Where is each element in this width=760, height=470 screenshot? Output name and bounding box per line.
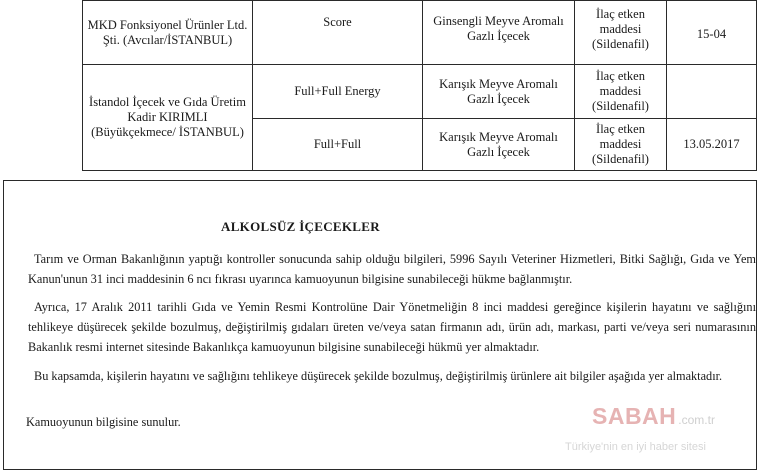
product-cell: Karışık Meyve Aromalı Gazlı İçecek: [423, 119, 575, 171]
notice-paragraph: Kamuoyunun bilgisine sunulur.: [26, 415, 181, 429]
sabah-watermark: [592, 403, 715, 430]
watermark-domain: .com.tr: [678, 413, 715, 427]
company-cell: İstandol İçecek ve Gıda Üretim Kadir KIRIMLI (Büyükçekmece/ İSTANBUL): [83, 65, 253, 171]
product-cell: Ginsengli Meyve Aromalı Gazlı İçecek: [423, 1, 575, 65]
finding-cell: İlaç etken maddesi (Sildenafil): [575, 65, 667, 119]
notice-paragraph: Ayrıca, 17 Aralık 2011 tarihli Gıda ve Yemin Resmi Kontrolüne Dair Yönetmeliğin 8 inci maddesi gereğince kişilerin hayatını ve sağlığını tehlikeye düşürecek şekilde bozulmuş, değiştirilmiş gıdaları üreten ve/veya satan firmanın adı, ürün adı, markası, parti ve/veya seri numarasının Bakanlık resmi internet sitesinde Bakanlıkça kamuoyunun bilgisine sunabileceği hükmü yer almaktadır.: [28, 300, 756, 354]
finding-cell: İlaç etken maddesi (Sildenafil): [575, 119, 667, 171]
notice-paragraph: Bu kapsamda, kişilerin hayatını ve sağlığını tehlikeye düşürecek şekilde bozulmuş, değiştirilmiş ürünlere ait bilgiler aşağıda yer almaktadır.: [34, 369, 723, 383]
notice-paragraph: Tarım ve Orman Bakanlığının yaptığı kontroller sonucunda sahip olduğu bilgileri, 5996 Sayılı Veteriner Hizmetleri, Bitki Sağlığı, Gıda ve Yem Kanun'unun 31 inci maddesinin 6 ncı fıkrası uyarınca kamuoyunun bilgisine sunabileceği hükme bağlanmıştır.: [28, 252, 756, 286]
finding-cell: İlaç etken maddesi (Sildenafil): [575, 1, 667, 65]
company-cell: MKD Fonksiyonel Ürünler Ltd. Şti. (Avcılar/İSTANBUL): [83, 1, 253, 65]
watermark-tagline: Türkiye'nin en iyi haber sitesi: [565, 441, 706, 453]
product-table: [82, 0, 757, 171]
table-row: [83, 1, 757, 65]
table-row: [83, 65, 757, 119]
date-cell: 15-04: [667, 1, 757, 65]
watermark-brand: SABAH: [592, 403, 677, 429]
brand-cell: Score: [253, 1, 423, 65]
product-cell: Karışık Meyve Aromalı Gazlı İçecek: [423, 65, 575, 119]
notice-title: ALKOLSÜZ İÇECEKLER: [221, 219, 380, 234]
date-cell: [667, 65, 757, 119]
date-cell: 13.05.2017: [667, 119, 757, 171]
brand-cell: Full+Full: [253, 119, 423, 171]
brand-cell: Full+Full Energy: [253, 65, 423, 119]
